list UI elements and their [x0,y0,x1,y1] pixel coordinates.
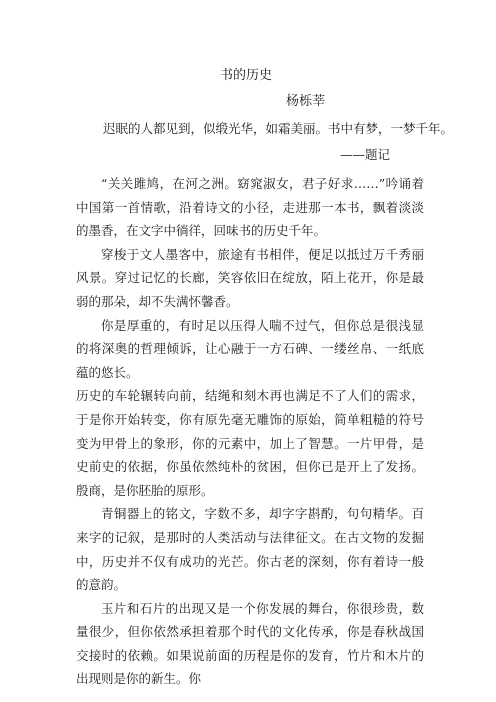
epigraph-text: 迟眠的人都见到，似缎光华，如霜美丽。书中有梦，一梦千年。 [103,121,454,136]
paragraph: 玉片和石片的出现又是一个你发展的舞台，你很珍贵，数量很少，但你依然承担着那个时代的文化传承，你是春秋战国交接时的依赖。如果说前面的历程是你的发育，竹片和木片的出现则是你的新生。你 [76,600,424,687]
article-body [76,172,424,691]
paragraph: 青铜器上的铭文，字数不多，却字字斟酌，句句精华。百来字的记叙，是那时的人类活动与法律征文。在古文物的发掘中，历史并不仅有成功的光芒。你古老的深刻，你有着诗一般的意韵。 [76,506,424,593]
paragraph: 历史的车轮辗转向前，结绳和刻木再也满足不了人们的需求，于是你开始转变，你有原先毫无雕饰的原始，简单粗糙的符号变为甲骨上的象形，你的元素中，加上了智慧。一片甲骨，是史前史的依据，你虽依然纯朴的贫困，但你已是开上了发扬。殷商，是你胚胎的原形。 [76,388,424,498]
paragraph: “关关雎鸠，在河之洲。窈窕淑女，君子好求……”吟诵着中国第一首情歌，沿着诗文的小径，走进那一本书，飘着淡淡的墨香，在文字中徜徉，回味书的历史千年。 [76,176,424,239]
author-name: 杨栎莘 [286,94,326,109]
document-title: 书的历史 [220,68,273,83]
epigraph-attribution: ——题记 [340,147,391,162]
paragraph: 你是厚重的，有时足以压得人喘不过气，但你总是很浅显的将深奥的哲理倾诉，让心融于一方石碑、一缕丝帛、一纸底蕴的悠长。 [76,317,424,380]
paragraph: 穿梭于文人墨客中，旅途有书相伴，便足以抵过万千秀丽风景。穿过记忆的长廊，笑容依旧在绽放，陌上花开，你是最弱的那朵，却不失满怀馨香。 [76,246,424,309]
